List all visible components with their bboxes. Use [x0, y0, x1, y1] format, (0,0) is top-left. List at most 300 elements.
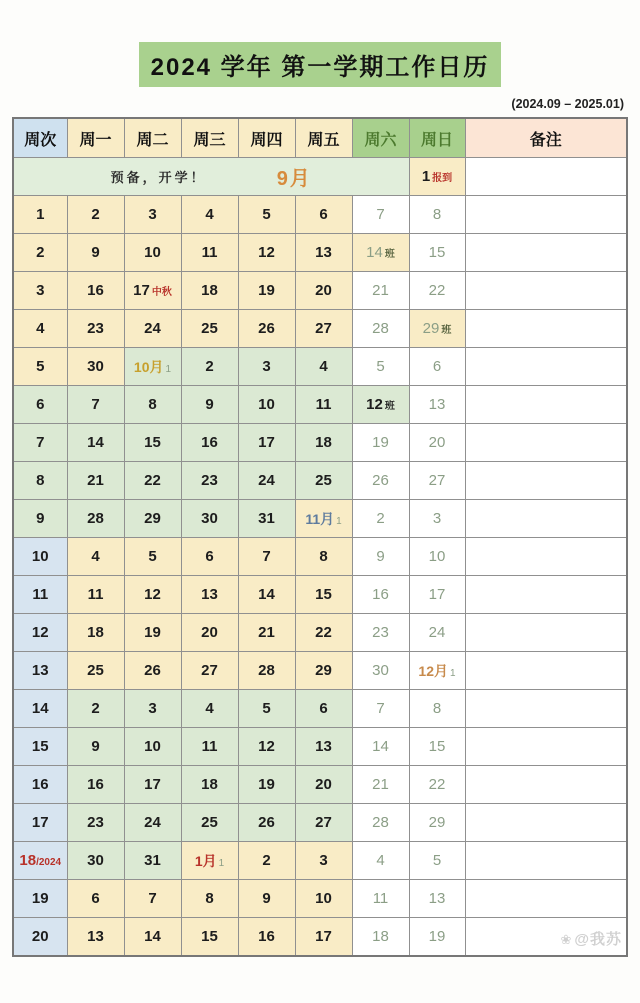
week-number-cell	[13, 918, 67, 957]
day-cell-value: 20	[428, 433, 446, 451]
day-cell-value: 15	[144, 433, 161, 451]
day-cell-value: 29	[315, 661, 332, 679]
day-cell	[295, 462, 352, 500]
week-number-cell	[13, 766, 67, 804]
day-cell	[295, 386, 352, 424]
day-cell-value: 29	[144, 509, 161, 527]
day-cell-value: 12	[144, 585, 161, 603]
day-cell-value: 14	[87, 433, 104, 451]
day-cell	[295, 576, 352, 614]
day-cell-value: 19	[258, 281, 275, 299]
day-cell-value: 13	[87, 927, 104, 945]
day-cell-value: 26	[372, 471, 389, 489]
day-cell-tag: 班	[441, 324, 452, 336]
day-cell	[352, 310, 409, 348]
day-cell-value: 15	[315, 585, 332, 603]
day-cell-value: 11	[201, 243, 218, 261]
day-cell	[352, 424, 409, 462]
watermark	[560, 928, 622, 949]
day-cell	[352, 272, 409, 310]
day-cell	[181, 234, 238, 272]
day-cell-value: 15	[428, 243, 446, 261]
day-cell-value: 7	[376, 699, 385, 717]
day-cell-value: 27	[428, 471, 446, 489]
day-cell	[238, 538, 295, 576]
day-cell	[181, 804, 238, 842]
day-cell	[352, 462, 409, 500]
day-cell	[352, 348, 409, 386]
day-cell-value: 3	[432, 509, 442, 527]
day-cell-value: 5	[262, 699, 271, 717]
day-cell	[67, 348, 124, 386]
week-number-cell	[13, 690, 67, 728]
week-number-cell-value: 2	[36, 243, 45, 261]
day-cell	[67, 272, 124, 310]
day-cell	[352, 196, 409, 234]
day-cell-value: 14	[258, 585, 275, 603]
week-number-cell-value: 11	[32, 585, 49, 603]
day-cell	[238, 424, 295, 462]
week-number-cell-value: 7	[36, 433, 45, 451]
note-cell	[465, 158, 627, 196]
day-cell-value: 3	[148, 205, 157, 223]
day-cell-value: 18	[315, 433, 332, 451]
day-cell	[295, 424, 352, 462]
day-cell-value: 19	[258, 775, 275, 793]
day-cell	[124, 196, 181, 234]
day-cell-value: 30	[87, 851, 104, 869]
day-cell-value: 23	[372, 623, 389, 641]
day-cell	[124, 424, 181, 462]
day-cell-value: 4	[205, 205, 214, 223]
day-cell	[238, 386, 295, 424]
day-cell-value: 14	[372, 737, 389, 755]
day-cell	[295, 804, 352, 842]
day-cell	[295, 272, 352, 310]
day-cell	[409, 462, 465, 500]
note-cell	[465, 386, 627, 424]
day-cell-value: 21	[372, 775, 389, 793]
day-cell-value: 16	[201, 433, 218, 451]
day-cell	[352, 386, 409, 424]
day-cell	[352, 842, 409, 880]
day-cell-value: 12	[366, 395, 383, 413]
day-cell	[295, 196, 352, 234]
day-cell	[238, 842, 295, 880]
day-cell	[181, 576, 238, 614]
day-cell-value: 16	[258, 927, 275, 945]
day-cell-value: 19	[144, 623, 161, 641]
week-number-cell	[13, 500, 67, 538]
day-cell-tag: 1	[218, 857, 225, 869]
header-cell-5: 周五	[295, 118, 352, 158]
day-cell	[238, 196, 295, 234]
day-cell-value: 13	[315, 737, 332, 755]
note-cell	[465, 728, 627, 766]
day-cell	[181, 386, 238, 424]
day-cell	[409, 272, 465, 310]
day-cell-tag: 班	[384, 248, 395, 260]
note-cell	[465, 880, 627, 918]
day-cell-value: 28	[258, 661, 275, 679]
day-cell	[67, 614, 124, 652]
week-row-12	[13, 614, 627, 652]
month-label-september: 9月	[276, 168, 312, 190]
day-cell	[352, 918, 409, 957]
day-cell-value: 6	[205, 547, 214, 565]
day-cell	[67, 690, 124, 728]
week-row-14	[13, 690, 627, 728]
day-cell-value: 2	[91, 205, 100, 223]
week-number-cell-value: 9	[36, 509, 45, 527]
day-cell-value: 20	[201, 623, 218, 641]
week-row-18	[13, 842, 627, 880]
day-cell	[295, 728, 352, 766]
day-cell	[238, 766, 295, 804]
calendar-table	[12, 117, 628, 957]
day-cell	[67, 386, 124, 424]
day-cell	[409, 538, 465, 576]
day-cell-value: 30	[372, 661, 389, 679]
day-cell-value: 15	[201, 927, 218, 945]
day-cell-value: 31	[258, 509, 275, 527]
day-cell-value: 6	[432, 357, 442, 375]
day-cell-value: 2	[262, 851, 271, 869]
day-cell-value: 29	[422, 319, 440, 337]
day-cell-value: 11	[372, 889, 389, 907]
day-cell-value: 17	[315, 927, 332, 945]
day-cell-value: 28	[372, 813, 389, 831]
day-cell	[124, 804, 181, 842]
day-cell	[67, 462, 124, 500]
day-cell-value: 14	[366, 243, 383, 261]
day-cell	[67, 652, 124, 690]
day-cell	[295, 538, 352, 576]
day-cell-tag: 中秋	[151, 286, 172, 298]
note-cell	[465, 348, 627, 386]
day-cell-tag: 1	[165, 363, 172, 375]
header-cell-1: 周一	[67, 118, 124, 158]
day-cell	[67, 576, 124, 614]
day-cell-value: 27	[315, 319, 332, 337]
day-cell-value: 26	[144, 661, 161, 679]
note-cell	[465, 576, 627, 614]
day-cell-value: 10	[144, 737, 161, 755]
day-cell	[238, 348, 295, 386]
week-row-15	[13, 728, 627, 766]
day-cell	[409, 424, 465, 462]
day-cell	[181, 728, 238, 766]
day-cell	[67, 728, 124, 766]
day-cell-value: 21	[87, 471, 104, 489]
week-number-cell	[13, 804, 67, 842]
day-cell	[295, 614, 352, 652]
day-cell	[352, 690, 409, 728]
day-cell	[409, 652, 465, 690]
week-number-cell-value: 14	[31, 699, 49, 717]
day-cell	[352, 728, 409, 766]
week-row-19	[13, 880, 627, 918]
day-cell-value: 17	[133, 281, 150, 299]
day-cell-value: 6	[319, 699, 328, 717]
day-cell	[67, 766, 124, 804]
day-cell-value: 9	[205, 395, 214, 413]
day-cell-value: 23	[87, 319, 104, 337]
day-cell	[67, 424, 124, 462]
day-cell-value: 18	[87, 623, 104, 641]
day-cell	[238, 310, 295, 348]
note-cell	[465, 424, 627, 462]
day-cell	[124, 880, 181, 918]
day-cell-value: 13	[428, 889, 446, 907]
day-cell-value: 16	[87, 775, 104, 793]
week-row-5	[13, 348, 627, 386]
week-number-cell-value: 16	[31, 775, 49, 793]
day-cell-value: 9	[91, 737, 100, 755]
day-cell	[409, 728, 465, 766]
week-number-cell-sub: /2024	[36, 856, 62, 868]
day-cell	[124, 652, 181, 690]
day-cell	[124, 500, 181, 538]
day-cell	[181, 500, 238, 538]
week-number-cell-value: 15	[31, 737, 49, 755]
date-range: (2024.09 – 2025.01)	[511, 97, 624, 111]
day-cell	[181, 766, 238, 804]
week-row-6	[13, 386, 627, 424]
watermark-text: @我苏	[574, 931, 622, 948]
day-cell	[124, 348, 181, 386]
day-cell	[181, 310, 238, 348]
day-cell-tag: 1	[450, 667, 456, 679]
week-number-cell-value: 12	[31, 623, 49, 641]
day-cell	[124, 918, 181, 957]
day-cell	[238, 804, 295, 842]
day-cell	[67, 234, 124, 272]
day-cell-value: 23	[201, 471, 218, 489]
day-cell	[352, 614, 409, 652]
day-cell-value: 4	[91, 547, 100, 565]
day-cell-value: 24	[258, 471, 275, 489]
day-cell	[352, 766, 409, 804]
day-cell	[67, 538, 124, 576]
day-cell-value: 28	[87, 509, 104, 527]
week-row-9	[13, 500, 627, 538]
day-cell-value: 8	[319, 547, 328, 565]
day-cell	[67, 842, 124, 880]
week-number-cell	[13, 614, 67, 652]
day-cell	[238, 234, 295, 272]
day-cell-value: 10	[315, 889, 332, 907]
day-cell-value: 18	[201, 281, 218, 299]
week-number-cell	[13, 462, 67, 500]
day-cell	[181, 272, 238, 310]
day-cell	[352, 576, 409, 614]
day-cell-value: 12	[258, 243, 275, 261]
day-cell-value: 15	[428, 737, 446, 755]
day-cell-value: 4	[205, 699, 214, 717]
week-number-cell-value: 10	[31, 547, 49, 565]
calendar-header-row	[13, 118, 627, 158]
day-cell-tag: 1	[336, 515, 342, 527]
header-cell-3: 周三	[181, 118, 238, 158]
day-cell	[124, 690, 181, 728]
header-cell-6: 周六	[352, 118, 409, 158]
day-cell-value: 11月	[305, 510, 335, 527]
week-number-cell-value: 17	[31, 813, 49, 831]
day-cell	[409, 348, 465, 386]
day-cell	[181, 196, 238, 234]
day-cell-value: 8	[205, 889, 214, 907]
day-cell-value: 10	[258, 395, 275, 413]
day-cell	[67, 500, 124, 538]
day-cell	[181, 614, 238, 652]
week-number-cell-value: 4	[36, 319, 45, 337]
note-cell	[465, 196, 627, 234]
day-cell-value: 28	[372, 319, 389, 337]
day-cell	[409, 196, 465, 234]
day-cell	[124, 234, 181, 272]
day-cell	[124, 538, 181, 576]
day-cell-value: 17	[144, 775, 161, 793]
day-cell	[181, 462, 238, 500]
day-cell-value: 7	[262, 547, 271, 565]
day-cell	[124, 386, 181, 424]
note-cell	[465, 500, 627, 538]
note-cell	[465, 766, 627, 804]
note-cell	[465, 538, 627, 576]
week-number-cell-value: 6	[36, 395, 45, 413]
day-cell-value: 19	[372, 433, 389, 451]
day-cell	[67, 918, 124, 957]
day-cell-value: 25	[201, 813, 218, 831]
day-cell-value: 5	[148, 547, 157, 565]
day-cell	[67, 196, 124, 234]
day-cell-value: 6	[319, 205, 328, 223]
day-cell	[238, 880, 295, 918]
day-cell-value: 29	[428, 813, 446, 831]
note-cell	[465, 918, 627, 957]
day-cell	[409, 500, 465, 538]
week-row-20	[13, 918, 627, 957]
day-cell	[238, 728, 295, 766]
day-cell-value: 18	[372, 927, 389, 945]
day-cell-value: 22	[144, 471, 161, 489]
day-cell-value: 2	[376, 509, 385, 527]
day-cell	[352, 234, 409, 272]
day-cell-value: 9	[91, 243, 100, 261]
day-cell	[181, 652, 238, 690]
semester-start-note: 预备，开学！	[110, 170, 207, 185]
day-cell-value: 31	[144, 851, 161, 869]
day-cell	[67, 310, 124, 348]
day-cell	[124, 728, 181, 766]
day-cell	[181, 842, 238, 880]
day-cell-value: 14	[144, 927, 161, 945]
day-cell	[295, 234, 352, 272]
week-row-10	[13, 538, 627, 576]
day-cell	[295, 880, 352, 918]
day-cell-value: 1月	[194, 852, 217, 869]
day-cell-value: 11	[201, 737, 218, 755]
day-cell-value: 3	[262, 357, 271, 375]
note-cell	[465, 690, 627, 728]
day-cell-value: 20	[315, 281, 332, 299]
day-cell	[181, 348, 238, 386]
day-cell-value: 21	[372, 281, 389, 299]
day-cell-value: 13	[428, 395, 446, 413]
week-number-cell	[13, 842, 67, 880]
day-cell	[295, 842, 352, 880]
day-cell	[67, 804, 124, 842]
week-number-cell	[13, 386, 67, 424]
week-row-16	[13, 766, 627, 804]
day-cell-value: 10月	[133, 358, 164, 375]
watermark-logo-icon: ❀	[560, 932, 573, 947]
page-title: 2024 学年 第一学期工作日历	[139, 42, 502, 87]
day-cell	[238, 918, 295, 957]
day-cell-value: 12月	[418, 662, 448, 679]
day-cell-value: 7	[91, 395, 100, 413]
day-cell	[295, 348, 352, 386]
week-number-cell	[13, 538, 67, 576]
day-cell-value: 19	[428, 927, 446, 945]
week-number-cell-value: 8	[36, 471, 45, 489]
day-cell-value: 27	[201, 661, 218, 679]
day-cell	[409, 234, 465, 272]
week-number-cell	[13, 880, 67, 918]
day-cell-value: 10	[144, 243, 161, 261]
day-cell	[409, 766, 465, 804]
week-number-cell	[13, 234, 67, 272]
day-cell-value: 22	[428, 281, 446, 299]
day-cell	[352, 538, 409, 576]
day-cell-value: 17	[428, 585, 446, 603]
note-cell	[465, 804, 627, 842]
day-cell-value: 30	[201, 509, 218, 527]
day-cell-tag: 报到	[432, 172, 453, 184]
page	[0, 42, 640, 1003]
day-cell-value: 20	[315, 775, 332, 793]
week-row-11	[13, 576, 627, 614]
day-cell-value: 18	[201, 775, 218, 793]
day-cell	[124, 576, 181, 614]
day-cell	[352, 652, 409, 690]
day-cell-value: 4	[376, 851, 385, 869]
day-cell-tag: 班	[384, 400, 395, 412]
day-cell	[181, 538, 238, 576]
week-number-cell-value: 18	[19, 851, 37, 869]
note-cell	[465, 614, 627, 652]
week-row-2	[13, 234, 627, 272]
day-cell	[124, 272, 181, 310]
week-number-cell	[13, 576, 67, 614]
day-cell	[181, 690, 238, 728]
week-number-cell	[13, 652, 67, 690]
week-row-17	[13, 804, 627, 842]
day-cell-value: 22	[428, 775, 446, 793]
day-cell-value: 13	[201, 585, 218, 603]
week-number-cell	[13, 348, 67, 386]
note-cell	[465, 272, 627, 310]
day-cell	[409, 576, 465, 614]
week-number-cell	[13, 272, 67, 310]
day-cell-value: 2	[91, 699, 100, 717]
day-cell-value: 25	[87, 661, 104, 679]
note-cell	[465, 234, 627, 272]
day-cell-value: 3	[319, 851, 328, 869]
day-cell	[295, 310, 352, 348]
header-cell-2: 周二	[124, 118, 181, 158]
